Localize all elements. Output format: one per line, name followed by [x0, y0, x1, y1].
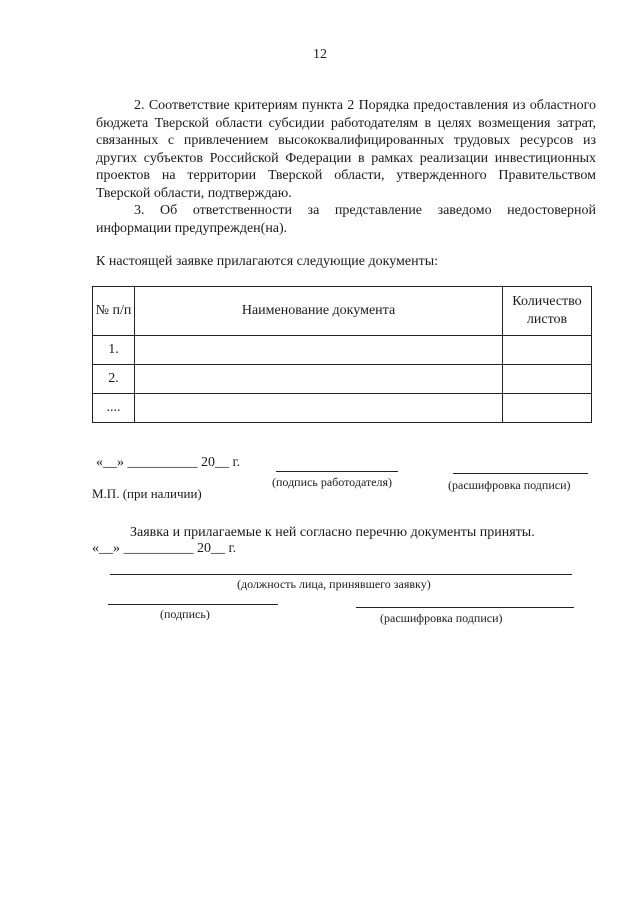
row-number: 2.	[93, 365, 135, 394]
employer-decoding-label: (расшифровка подписи)	[448, 478, 571, 492]
row-number: ....	[93, 394, 135, 423]
employer-date-line: «__» __________ 20__ г.	[96, 455, 241, 470]
employer-signature-line	[276, 471, 398, 472]
acceptance-text: Заявка и прилагаемые к ней согласно перечню документы приняты.	[130, 525, 535, 540]
paragraph-criteria	[96, 97, 596, 203]
page-number: 12	[313, 47, 327, 62]
row-document-name	[135, 394, 503, 423]
documents-table	[92, 286, 592, 423]
header-document-name: Наименование документа	[135, 287, 503, 336]
header-number: № п/п	[93, 287, 135, 336]
row-sheet-count	[503, 336, 592, 365]
row-sheet-count	[503, 365, 592, 394]
acceptance-decoding-label: (расшифровка подписи)	[380, 611, 503, 625]
paragraph-responsibility	[96, 202, 596, 237]
stamp-note: М.П. (при наличии)	[92, 486, 202, 501]
row-document-name	[135, 365, 503, 394]
header-sheet-count: Количество листов	[503, 287, 592, 336]
acceptance-signature-label: (подпись)	[160, 607, 210, 621]
row-sheet-count	[503, 394, 592, 423]
acceptance-decoding-line	[356, 607, 574, 608]
acceptance-date-line: «__» __________ 20__ г.	[92, 541, 237, 556]
position-line	[110, 574, 572, 575]
table-row	[93, 394, 592, 423]
attachments-intro: К настоящей заявке прилагаются следующие документы:	[96, 254, 438, 269]
table-header-row	[93, 287, 592, 336]
paragraph-responsibility-text: 3. Об ответственности за представление заведомо недостоверной информации предупрежден(на).	[96, 203, 596, 236]
table-row	[93, 336, 592, 365]
row-document-name	[135, 336, 503, 365]
employer-decoding-line	[453, 473, 588, 474]
table-row	[93, 365, 592, 394]
row-number: 1.	[93, 336, 135, 365]
position-label: (должность лица, принявшего заявку)	[237, 577, 431, 591]
employer-signature-label: (подпись работодателя)	[272, 475, 393, 489]
acceptance-signature-line	[108, 604, 278, 605]
paragraph-criteria-text: 2. Соответствие критериям пункта 2 Порядка предоставления из областного бюджета Тверской области субсидии работодателям в целях возмещения затрат, связанных с привлечением высококвалифицированных трудовых ресурсов из других субъектов Российской Федерации в рамках реализации инвестиционных проектов на территории Тверской области, утвержденного Правительством Тверской области, подтверждаю.	[96, 98, 596, 201]
